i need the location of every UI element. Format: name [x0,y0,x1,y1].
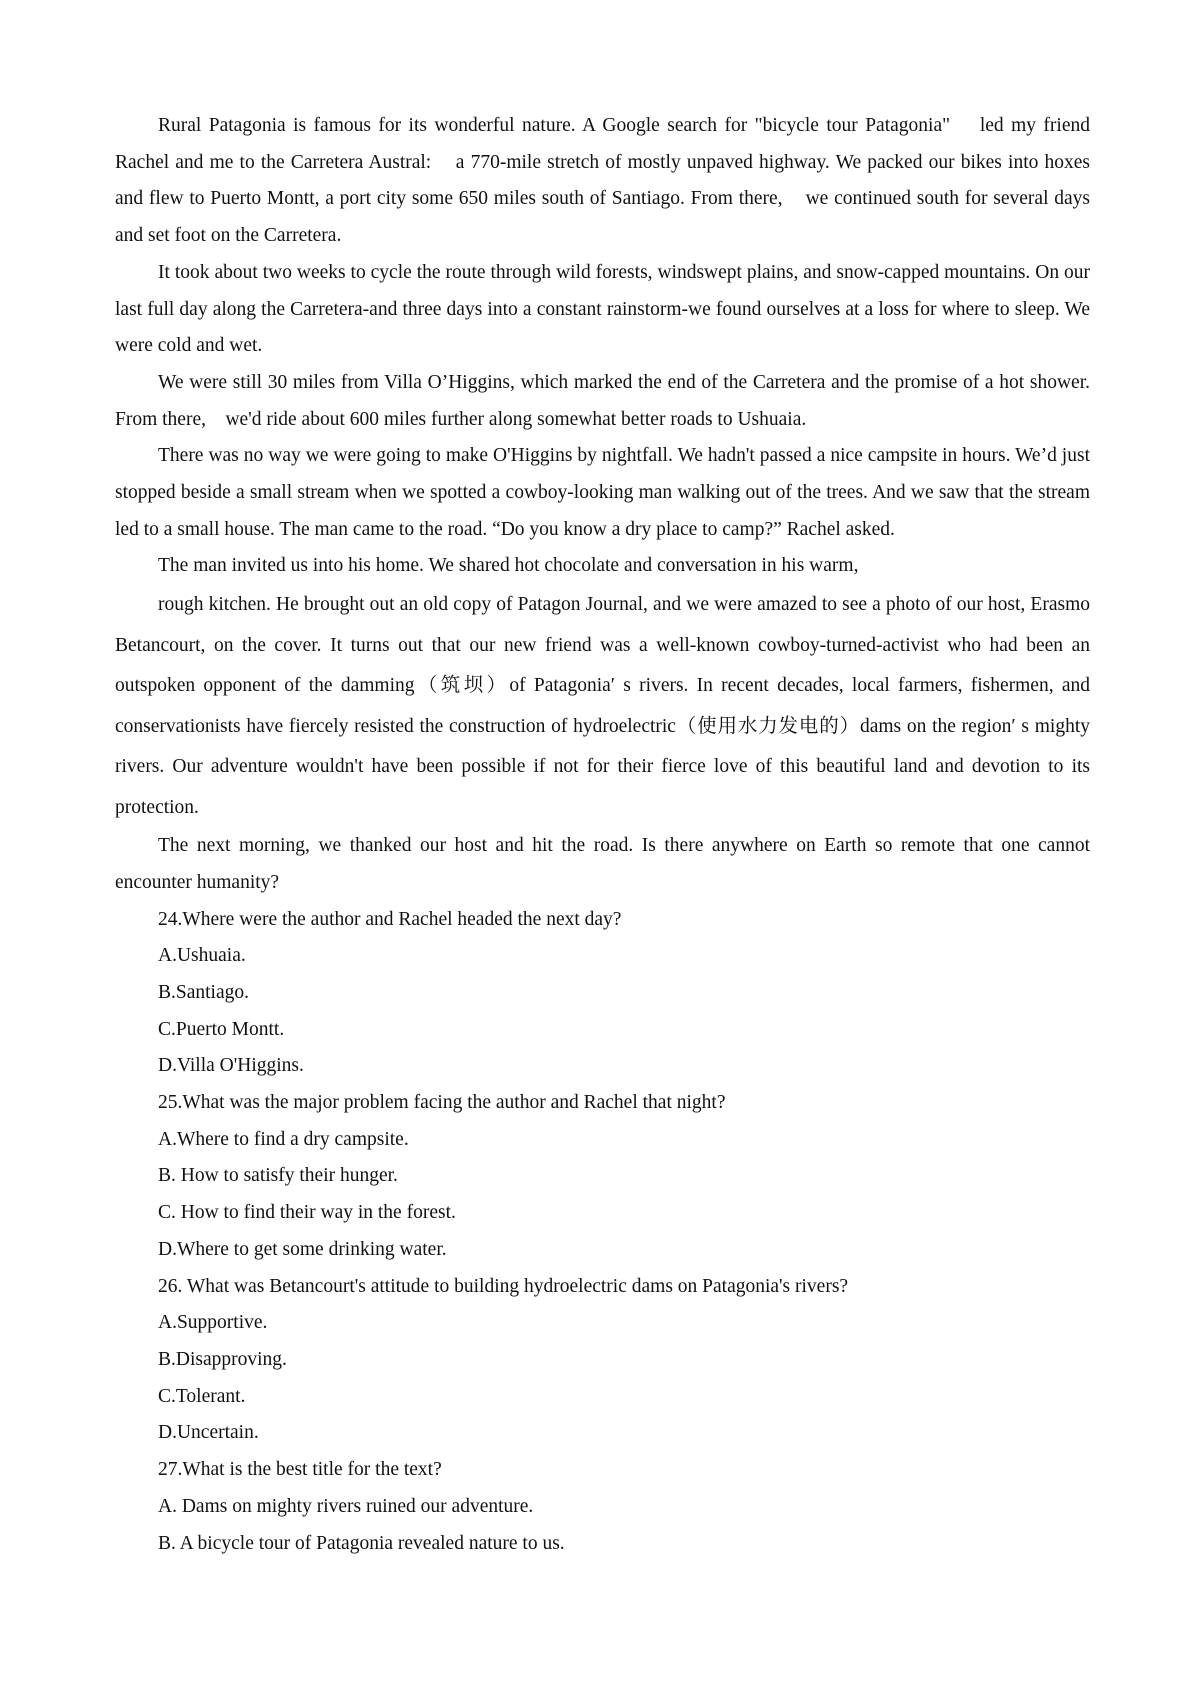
question-27-option-b: B. A bicycle tour of Patagonia revealed nature to us. [158,1532,565,1554]
question-25-option-c: C. How to find their way in the forest. [158,1202,456,1224]
passage-paragraph-4: There was no way we were going to make O'Higgins by nightfall. We hadn't passed a nice campsite in hours. We’d just stopped beside a small stream when we spotted a cowboy-looking man walking out of the trees. And we saw that the stream led to a small house. The man came to the road. “Do you know a dry place to camp?” Rachel asked. [115,445,1090,540]
question-24-option-a: A.Ushuaia. [158,945,246,967]
passage-paragraph-5: The man invited us into his home. We shared hot chocolate and conversation in his warm, [158,555,859,577]
question-24-option-d: D.Villa O'Higgins. [158,1055,304,1077]
question-25-option-b: B. How to satisfy their hunger. [158,1165,398,1187]
passage-paragraph-7: The next morning, we thanked our host and hit the road. Is there anywhere on Earth so remote that one cannot encounter humanity? [115,835,1090,893]
question-26-option-a: A.Supportive. [158,1312,268,1334]
question-25-option-a: A.Where to find a dry campsite. [158,1128,409,1150]
question-26-option-d: D.Uncertain. [158,1422,259,1444]
passage-paragraph-1: Rural Patagonia is famous for its wonderful nature. A Google search for "bicycle tour Patagonia" led my friend Rachel and me to the Carretera Austral: a 770-mile stretch of mostly unpaved highway. We packed our bikes into hoxes and flew to Puerto Montt, a port city some 650 miles south of Santiago. From there, we continued south for several days and set foot on the Carretera. [115,115,1090,247]
question-26-stem: 26. What was Betancourt's attitude to building hydroelectric dams on Patagonia's rivers? [158,1275,849,1297]
document-page [115,108,1090,1562]
question-27-stem: 27.What is the best title for the text? [158,1459,442,1481]
question-25-option-d: D.Where to get some drinking water. [158,1238,447,1260]
question-24-option-b: B.Santiago. [158,981,249,1003]
question-24-stem: 24.Where were the author and Rachel headed the next day? [158,908,622,930]
passage-paragraph-6: rough kitchen. He brought out an old copy of Patagon Journal, and we were amazed to see a photo of our host, Erasmo Betancourt, on the cover. It turns out that our new friend was a well-known cowboy-turned-activist who had been an outspoken opponent of the damming（筑坝）of Patagonia′ s rivers. In recent decades, local farmers, fishermen, and conservationists have fiercely resisted the construction of hydroelectric（使用水力发电的）dams on the region′ s mighty rivers. Our adventure wouldn't have been possible if not for their fierce love of this beautiful land and devotion to its protection. [115,594,1090,818]
question-25-stem: 25.What was the major problem facing the author and Rachel that night? [158,1092,726,1114]
question-26-option-c: C.Tolerant. [158,1385,246,1407]
passage-paragraph-3: We were still 30 miles from Villa O’Higgins, which marked the end of the Carretera and the promise of a hot shower. From there, we'd ride about 600 miles further along somewhat better roads to Ushuaia. [115,371,1090,430]
question-24-option-c: C.Puerto Montt. [158,1018,285,1040]
question-27-option-a: A. Dams on mighty rivers ruined our adventure. [158,1495,534,1517]
question-26-option-b: B.Disapproving. [158,1348,287,1370]
passage-paragraph-2: It took about two weeks to cycle the route through wild forests, windswept plains, and snow-capped mountains. On our last full day along the Carretera-and three days into a constant rainstorm-we found ourselves at a loss for where to sleep. We were cold and wet. [115,261,1090,357]
